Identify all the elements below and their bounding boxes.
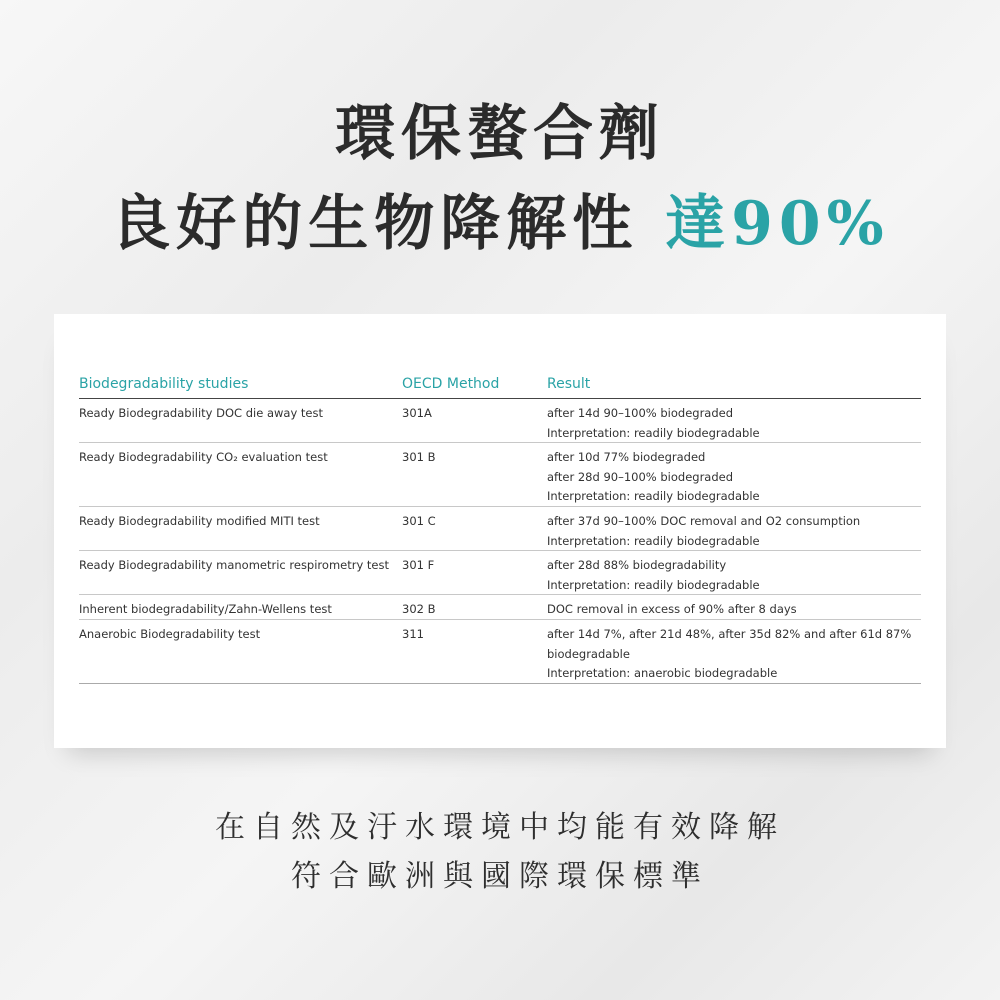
headline-subtitle-accent: 達90% xyxy=(665,189,890,259)
result xyxy=(547,512,917,551)
table-row xyxy=(79,399,921,443)
result-line: after 37d 90–100% DOC removal and O2 consumption xyxy=(547,514,861,528)
result-line: Interpretation: readily biodegradable xyxy=(547,533,760,548)
header-result: Result xyxy=(547,376,591,392)
oecd-method: 301 F xyxy=(402,558,435,572)
result-line: DOC removal in excess of 90% after 8 days xyxy=(547,602,797,616)
result-line: after 28d 88% biodegradability xyxy=(547,558,727,572)
result xyxy=(547,556,917,595)
subtext-line-2: 符合歐洲與國際環保標準 xyxy=(291,859,709,894)
biodegradability-table-card xyxy=(54,314,946,748)
study-name: Ready Biodegradability manometric respirometry test xyxy=(79,558,390,572)
oecd-method: 301A xyxy=(402,406,432,420)
headline-subtitle xyxy=(0,186,1000,262)
header-oecd-method: OECD Method xyxy=(402,376,500,392)
result-line: Interpretation: readily biodegradable xyxy=(547,489,760,503)
oecd-method: 301 C xyxy=(402,514,436,528)
result-line: Interpretation: readily biodegradable xyxy=(547,577,760,592)
study-name: Anaerobic Biodegradability test xyxy=(79,627,261,641)
table-header xyxy=(79,372,921,399)
headline-subtitle-main: 良好的生物降解性 xyxy=(110,189,666,259)
result-line: Interpretation: readily biodegradable xyxy=(547,425,760,440)
result-line: after 14d 90–100% biodegraded xyxy=(547,406,734,420)
result-line: Interpretation: anaerobic biodegradable xyxy=(547,666,778,680)
oecd-method: 311 xyxy=(402,627,424,641)
result-line: after 28d 90–100% biodegraded xyxy=(547,469,734,484)
result xyxy=(547,448,917,507)
headline-title: 環保螯合劑 xyxy=(335,99,665,169)
study-name: Inherent biodegradability/Zahn-Wellens test xyxy=(79,602,332,616)
result xyxy=(547,600,917,620)
study-name: Ready Biodegradability DOC die away test xyxy=(79,406,323,420)
study-name: Ready Biodegradability modified MITI test xyxy=(79,514,320,528)
subtext-line-1: 在自然及汙水環境中均能有效降解 xyxy=(215,810,785,845)
header-studies: Biodegradability studies xyxy=(79,376,249,392)
result xyxy=(547,625,917,684)
table-row xyxy=(79,443,921,507)
table-row xyxy=(79,620,921,684)
study-name: Ready Biodegradability CO₂ evaluation test xyxy=(79,450,328,464)
oecd-method: 302 B xyxy=(402,602,436,616)
table-row xyxy=(79,551,921,595)
result-line: after 14d 7%, after 21d 48%, after 35d 82% and after 61d 87% biodegradable xyxy=(547,627,912,661)
table-row xyxy=(79,507,921,551)
table-row xyxy=(79,595,921,620)
biodegradability-table xyxy=(79,372,921,684)
result-line: after 10d 77% biodegraded xyxy=(547,450,706,464)
oecd-method: 301 B xyxy=(402,450,436,464)
result xyxy=(547,404,917,443)
